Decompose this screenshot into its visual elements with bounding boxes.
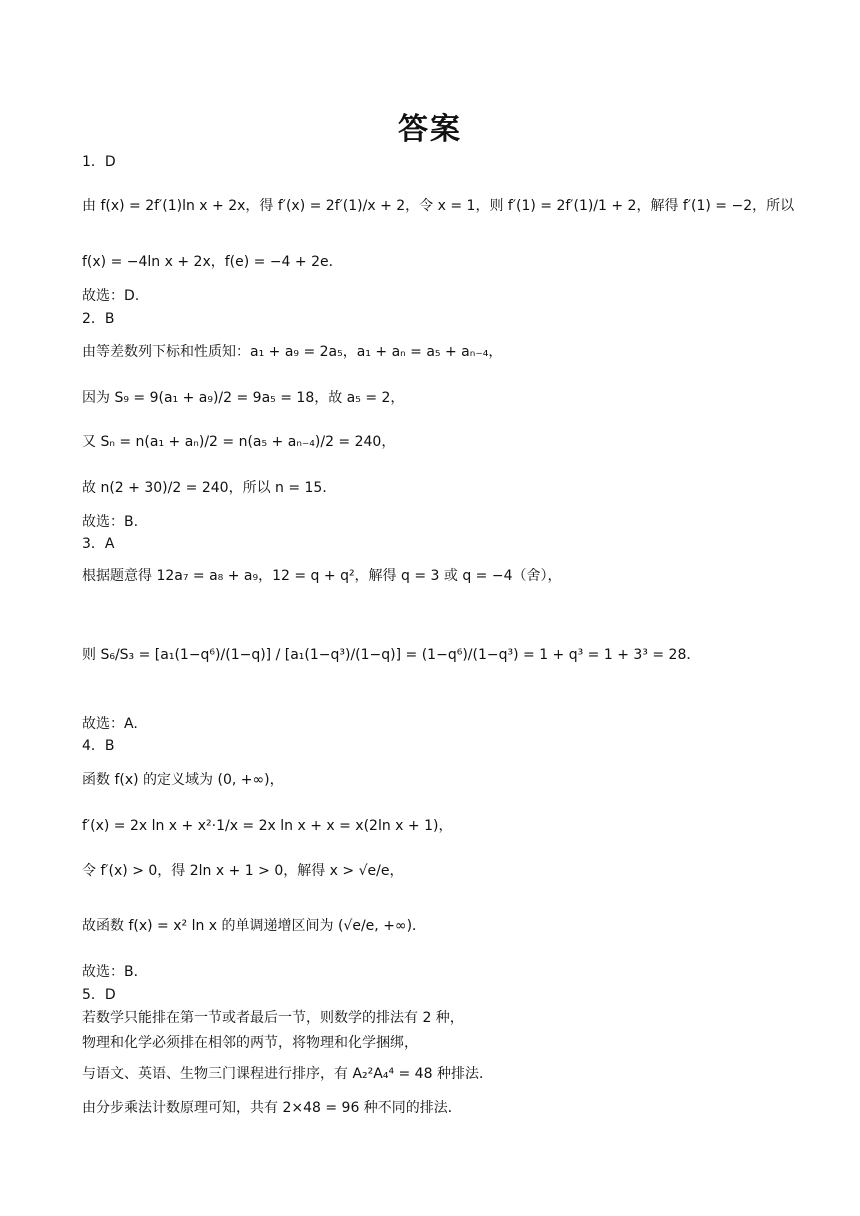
q1-answer: 故选：D. <box>82 288 140 304</box>
q4-answer: 故选：B． <box>82 964 148 980</box>
q5-solution-line-2: 物理和化学必须排在相邻的两节，将物理和化学捆绑， <box>82 1035 418 1051</box>
q4-solution-line-3: 令 f′(x) > 0，得 2ln x + 1 > 0，解得 x > √e/e， <box>82 863 404 879</box>
q3-solution-line-1: 根据题意得 12a₇ = a₈ + a₉，12 = q + q²，解得 q = 3 或 q = −4（舍）， <box>82 568 562 584</box>
q2-heading: 2．B <box>82 311 115 327</box>
q4-heading: 4．B <box>82 738 115 754</box>
q1-solution-line-1: 由 f(x) = 2f′(1)ln x + 2x，得 f′(x) = 2f′(1)/x + 2，令 x = 1，则 f′(1) = 2f′(1)/1 + 2，解得 f′(1) = −2，所以 <box>82 198 795 214</box>
q5-heading: 5．D <box>82 987 116 1003</box>
q1-solution-line-2: f(x) = −4ln x + 2x，f(e) = −4 + 2e． <box>82 254 343 270</box>
q2-solution-line-3: 又 Sₙ = n(a₁ + aₙ)/2 = n(a₅ + aₙ₋₄)/2 = 240， <box>82 434 396 450</box>
q4-solution-line-1: 函数 f(x) 的定义域为 (0, +∞)， <box>82 772 284 788</box>
q5-solution-line-1: 若数学只能排在第一节或者最后一节，则数学的排法有 2 种， <box>82 1010 464 1026</box>
q1-heading: 1．D <box>82 154 116 170</box>
q2-solution-line-1: 由等差数列下标和性质知：a₁ + a₉ = 2a₅，a₁ + aₙ = a₅ + aₙ₋₄， <box>82 344 503 360</box>
q3-heading: 3．A <box>82 536 115 552</box>
page-title: 答案 <box>398 112 462 147</box>
q4-solution-line-4: 故函数 f(x) = x² ln x 的单调递增区间为 (√e/e, +∞)． <box>82 918 427 934</box>
q5-solution-line-3: 与语文、英语、生物三门课程进行排序，有 A₂²A₄⁴ = 48 种排法． <box>82 1066 493 1082</box>
q3-answer: 故选：A. <box>82 716 138 732</box>
q2-answer: 故选：B. <box>82 514 139 530</box>
q3-solution-line-2: 则 S₆/S₃ = [a₁(1−q⁶)/(1−q)] / [a₁(1−q³)/(1−q)] = (1−q⁶)/(1−q³) = 1 + q³ = 1 + 3³ = 28． <box>82 647 701 663</box>
q5-solution-line-4: 由分步乘法计数原理可知，共有 2×48 = 96 种不同的排法． <box>82 1100 462 1116</box>
q2-solution-line-2: 因为 S₉ = 9(a₁ + a₉)/2 = 9a₅ = 18，故 a₅ = 2， <box>82 390 405 406</box>
q2-solution-line-4: 故 n(2 + 30)/2 = 240，所以 n = 15． <box>82 480 337 496</box>
q4-solution-line-2: f′(x) = 2x ln x + x²·1/x = 2x ln x + x = x(2ln x + 1)， <box>82 818 453 834</box>
